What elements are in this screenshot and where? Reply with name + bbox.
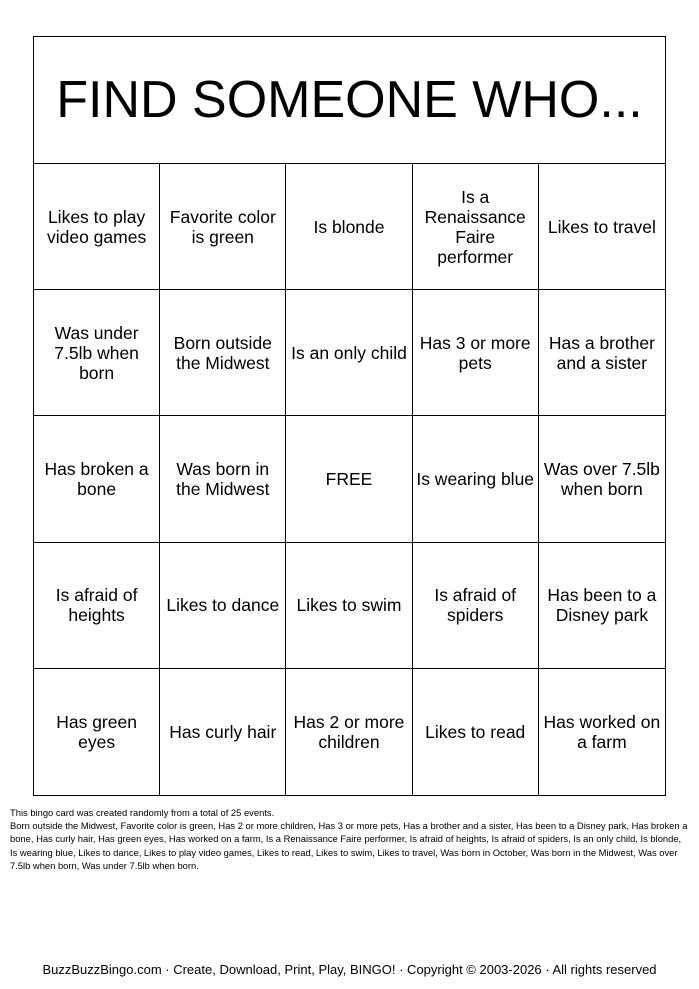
bingo-cell: Is afraid of heights — [34, 543, 160, 669]
bingo-cell: Is an only child — [286, 290, 412, 416]
copyright-footer: BuzzBuzzBingo.com · Create, Download, Print, Play, BINGO! · Copyright © 2003-2026 · All rights reserved — [42, 962, 657, 977]
bingo-grid — [34, 164, 665, 795]
bingo-cell: Born outside the Midwest — [160, 290, 286, 416]
bingo-cell: Favorite color is green — [160, 164, 286, 290]
bingo-cell: Likes to read — [413, 669, 539, 795]
bingo-cell: Has green eyes — [34, 669, 160, 795]
bingo-cell: Has curly hair — [160, 669, 286, 795]
bingo-cell: Has broken a bone — [34, 416, 160, 542]
bingo-cell: Likes to travel — [539, 164, 665, 290]
bingo-card — [33, 36, 666, 796]
event-list-note — [10, 806, 690, 872]
bingo-cell: Likes to play video games — [34, 164, 160, 290]
bingo-cell: Is wearing blue — [413, 416, 539, 542]
event-list-text: Born outside the Midwest, Favorite color is green, Has 2 or more children, Has 3 or more pets, Has a brother and a sister, Has been to a Disney park, Has broken a bone, Has curly hair, Has green eyes, Has worked on a farm, Is a Renaissance Faire performer, Is afraid of heights, Is afraid of spiders, Is an only child, Is blonde, Is wearing blue, Likes to dance, Likes to play video games, Likes to read, Likes to swim, Likes to travel, Was born in October, Was born in the Midwest, Was over 7.5lb when born, Was under 7.5lb when born. — [10, 820, 688, 871]
bingo-cell: Is blonde — [286, 164, 412, 290]
bingo-cell: Was born in the Midwest — [160, 416, 286, 542]
bingo-cell: Has worked on a farm — [543, 711, 661, 752]
bingo-cell: Likes to dance — [160, 543, 286, 669]
bingo-cell: Has 2 or more children — [286, 669, 412, 795]
event-count-text: This bingo card was created randomly from a total of 25 events. — [10, 807, 275, 818]
bingo-cell: Was under 7.5lb when born — [34, 290, 160, 416]
bingo-cell: Is a Renaissance Faire performer — [413, 164, 539, 290]
bingo-cell: Likes to swim — [286, 543, 412, 669]
bingo-cell: Has been to a Disney park — [539, 543, 665, 669]
bingo-cell: Is afraid of spiders — [413, 543, 539, 669]
bingo-cell: Was over 7.5lb when born — [539, 416, 665, 542]
free-space-cell: FREE — [286, 416, 412, 542]
bingo-cell: Has a brother and a sister — [539, 290, 665, 416]
card-title: FIND SOMEONE WHO... — [34, 37, 665, 164]
bingo-cell: Has 3 or more pets — [413, 290, 539, 416]
